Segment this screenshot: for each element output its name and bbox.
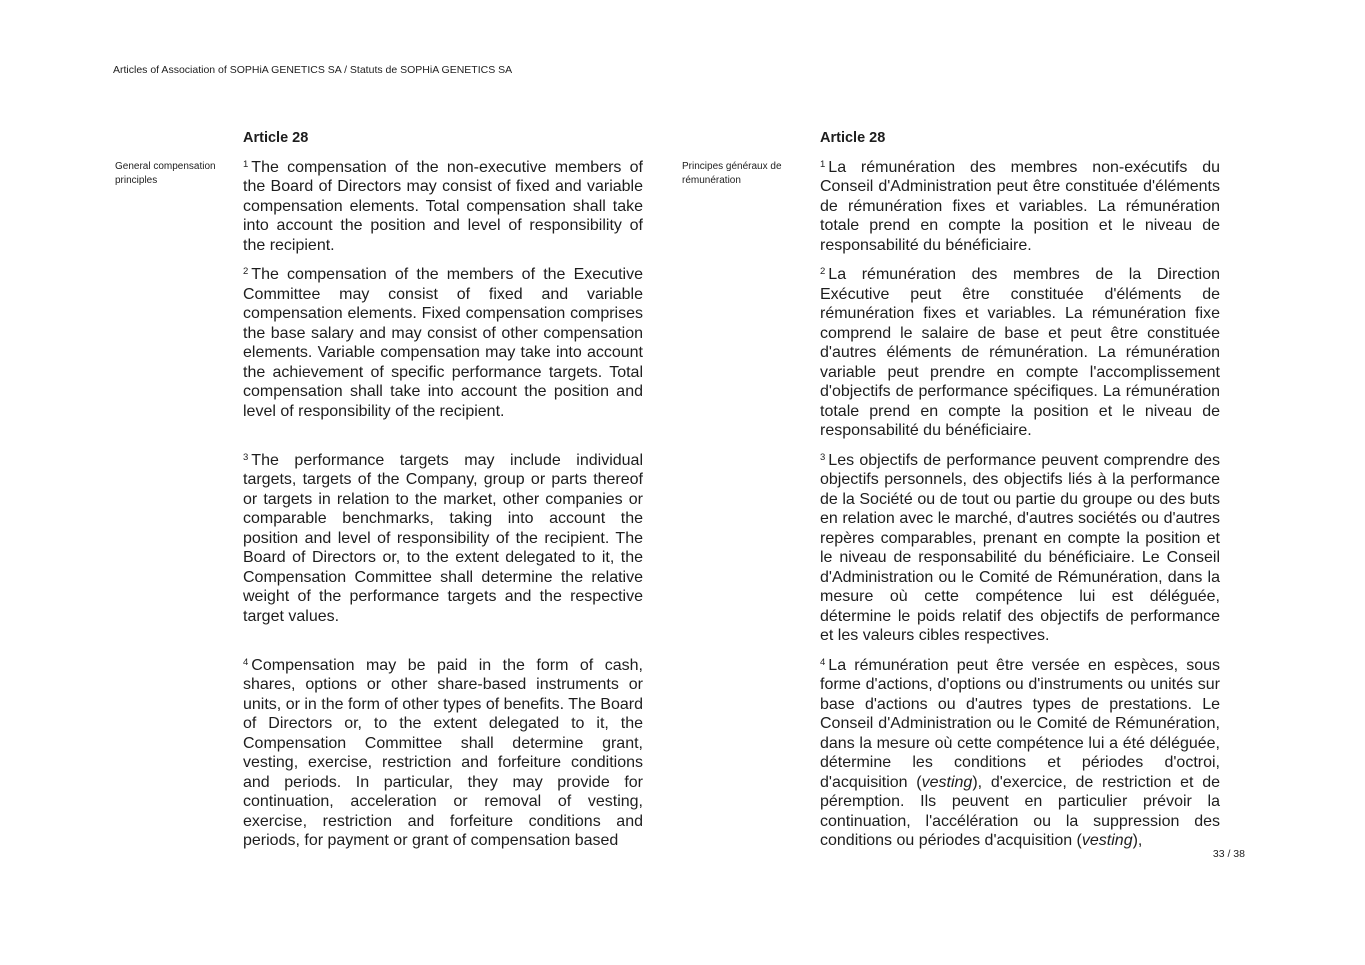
article-content: [115, 129, 1243, 861]
paragraph-number: 4: [243, 656, 249, 668]
margin-cell-fr: [643, 129, 820, 149]
margin-cell-fr: [643, 265, 820, 441]
heading-cell-fr: [820, 129, 1220, 149]
paragraph-en: [243, 265, 643, 421]
margin-label-en: General compensation principles: [115, 160, 216, 186]
paragraph-number: 3: [243, 451, 249, 463]
text-cell-en: [243, 158, 643, 256]
margin-cell-fr: [643, 656, 820, 851]
margin-cell-en: [115, 158, 243, 256]
paragraph-number: 1: [820, 158, 826, 170]
margin-label-fr: [682, 656, 820, 658]
paragraph-fr: [820, 158, 1220, 256]
text-cell-fr: [820, 158, 1220, 256]
paragraph-fr: [820, 265, 1220, 441]
margin-label-fr: [682, 265, 820, 267]
paragraph-number: 3: [820, 451, 826, 463]
heading-cell-en: [243, 129, 643, 149]
paragraph-text: The compensation of the members of the Executive Committee may consist of fixed and variable compensation elements. Fixed compensation comprises the base salary and may consist of other compensation elements. Variable compensation may take into account the achievement of specific performance targets. Total compensation shall take into account the position and level of responsibility of the recipient.: [243, 266, 643, 420]
paragraph-number: 4: [820, 656, 826, 668]
document-header: Articles of Association of SOPHiA GENETICS SA / Statuts de SOPHiA GENETICS SA: [113, 64, 513, 76]
italic-term: vesting: [1081, 832, 1133, 849]
margin-label-en: [115, 265, 243, 267]
paragraph-text: The performance targets may include individual targets, targets of the Company, group or parts thereof or targets in relation to the market, other companies or comparable benchmarks, taking into account the position and level of responsibility of the recipient. The Board of Directors or, to the extent delegated to it, the Compensation Committee shall determine the relative weight of the performance targets and the respective target values.: [243, 451, 643, 625]
paragraph-number: 2: [820, 266, 826, 277]
paragraph-fr: [820, 451, 1220, 646]
paragraph-text: Les objectifs de performance peuvent comprendre des objectifs personnels, des objectifs liés à la performance de la Société ou de tout ou partie du groupe ou des buts en relation avec le marché, d'autres sociétés ou d'autres repères comparables, prenant en compte la position et le niveau de responsabilité du bénéficiaire. Le Conseil d'Administration ou le Comité de Rémunération, dans la mesure où cette compétence lui est déléguée, détermine le poids relatif des objectifs de performance et les valeurs cibles respectives.: [820, 451, 1220, 644]
article-heading-en: Article 28: [243, 130, 309, 146]
paragraph-en: [243, 158, 643, 256]
paragraph-row: [115, 158, 1243, 256]
text-cell-en: [243, 656, 643, 851]
paragraph-number: 2: [243, 266, 249, 277]
margin-cell-fr: [643, 158, 820, 256]
paragraph-text: La rémunération des membres non-exécutifs du Conseil d'Administration peut être constituée d'éléments de rémunération fixes et variables. La rémunération totale prend en compte la position et le niveau de responsabilité du bénéficiaire.: [820, 158, 1220, 254]
italic-term: vesting: [921, 773, 973, 791]
margin-cell-en: [115, 129, 243, 149]
margin-cell-en: [115, 265, 243, 441]
article-heading-row: [115, 129, 1243, 149]
margin-cell-en: [115, 656, 243, 851]
margin-label-fr: [682, 451, 820, 453]
paragraph-number: 1: [243, 158, 249, 170]
paragraph-en: [243, 656, 643, 851]
paragraph-text: The compensation of the non-executive members of the Board of Directors may consist of fixed and variable compensation elements. Total compensation shall take into account the position and level of responsibility of the recipient.: [243, 158, 643, 254]
paragraph-fr: [820, 656, 1220, 851]
margin-cell-en: [115, 451, 243, 646]
paragraph-text: La rémunération des membres de la Direction Exécutive peut être constituée d'éléments de rémunération fixes et variables. La rémunération fixe comprend le salaire de base et peut être constituée d'autres éléments de rémunération. La rémunération variable peut prendre en compte l'accomplissement d'objectifs de performance spécifiques. La rémunération totale prend en compte la position et le niveau de responsabilité du bénéficiaire.: [820, 266, 1220, 439]
margin-cell-fr: [643, 451, 820, 646]
page-number: 33 / 38: [1212, 848, 1245, 860]
paragraph-row: [115, 656, 1243, 851]
text-cell-fr: [820, 265, 1220, 441]
margin-label-en: [115, 451, 243, 453]
paragraph-row: [115, 265, 1243, 441]
text-cell-fr: [820, 656, 1220, 851]
paragraph-text: La rémunération peut être versée en espèces, sous forme d'actions, d'options ou d'instruments ou unités sur base d'actions ou d'autres types de prestations. Le Conseil d'Administration ou le Comité de Rémunération, dans la mesure où cette compétence lui a été déléguée, détermine les conditions et périodes d'octroi, d'acquisition (vesting), d'exercice, de restriction et de péremption. Ils peuvent en particulier prévoir la continuation, l'accélération ou la suppression des conditions ou périodes d'acquisition (vesting),: [820, 656, 1221, 849]
margin-label-en: [115, 656, 243, 658]
paragraph-row: [115, 451, 1243, 646]
article-heading-fr: Article 28: [820, 130, 886, 146]
text-cell-en: [243, 265, 643, 441]
paragraph-en: [243, 451, 643, 627]
margin-label-fr: Principes généraux de rémunération: [682, 160, 782, 186]
text-cell-fr: [820, 451, 1220, 646]
paragraph-text: Compensation may be paid in the form of cash, shares, options or other share-based instruments or units, or in the form of other types of benefits. The Board of Directors or, to the extent delegated to it, the Compensation Committee shall determine grant, vesting, exercise, restriction and forfeiture conditions and periods. In particular, they may provide for continuation, acceleration or removal of vesting, exercise, restriction and forfeiture conditions and periods, for payment or grant of compensation based: [243, 656, 643, 849]
text-cell-en: [243, 451, 643, 646]
